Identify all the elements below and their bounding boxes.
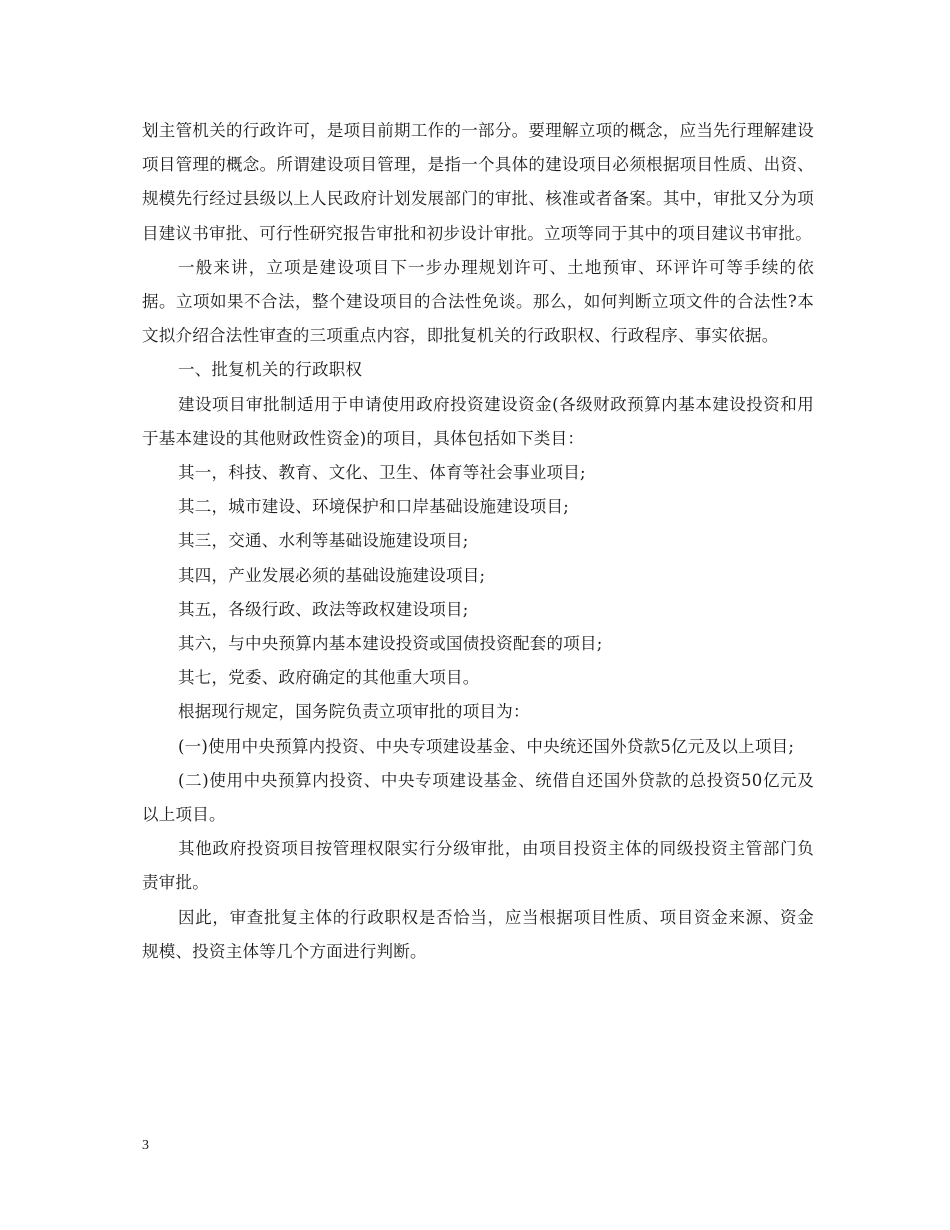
- paragraph-other-projects: 其他政府投资项目按管理权限实行分级审批，由项目投资主体的同级投资主管部门负责审批。: [142, 839, 814, 893]
- paragraph-scope: 建设项目审批制适用于申请使用政府投资建设资金(各级财政预算内基本建设投资和用于基本建设的其他财政性资金)的项目，具体包括如下类目：: [142, 394, 814, 448]
- paragraph-conclusion: 因此，审查批复主体的行政职权是否恰当，应当根据项目性质、项目资金来源、资金规模、投资主体等几个方面进行判断。: [142, 907, 814, 961]
- list-item: 其三，交通、水利等基础设施建设项目;: [178, 531, 469, 551]
- list-item: 其五，各级行政、政法等政权建设项目;: [178, 599, 469, 619]
- regulation-item: (一)使用中央预算内投资、中央专项建设基金、中央统还国外贷款5亿元及以上项目;: [178, 736, 795, 756]
- paragraph-regulation: 根据现行规定，国务院负责立项审批的项目为：: [178, 702, 530, 722]
- list-item: 其一，科技、教育、文化、卫生、体育等社会事业项目;: [178, 463, 586, 483]
- list-item: 其二，城市建设、环境保护和口岸基础设施建设项目;: [178, 497, 570, 517]
- list-item: 其六，与中央预算内基本建设投资或国债投资配套的项目;: [178, 634, 603, 654]
- body-text: [142, 114, 814, 969]
- section-heading: 一、批复机关的行政职权: [178, 360, 363, 380]
- list-item: 其四，产业发展必须的基础设施建设项目;: [178, 565, 486, 585]
- paragraph-continued: 划主管机关的行政许可，是项目前期工作的一部分。要理解立项的概念，应当先行理解建设项目管理的概念。所谓建设项目管理，是指一个具体的建设项目必须根据项目性质、出资、规模先行经过县级以上人民政府计划发展部门的审批、核准或者备案。其中，审批又分为项目建议书审批、可行性研究报告审批和初步设计审批。立项等同于其中的项目建议书审批。: [142, 121, 814, 243]
- paragraph-intro: 一般来讲，立项是建设项目下一步办理规划许可、土地预审、环评许可等手续的依据。立项如果不合法，整个建设项目的合法性免谈。那么，如何判断立项文件的合法性?本文拟介绍合法性审查的三项重点内容，即批复机关的行政职权、行政程序、事实依据。: [142, 257, 814, 346]
- list-item: 其七，党委、政府确定的其他重大项目。: [178, 668, 480, 688]
- regulation-item: (二)使用中央预算内投资、中央专项建设基金、统借自还国外贷款的总投资50亿元及以上项目。: [142, 770, 814, 825]
- page-number: 3: [142, 1138, 149, 1153]
